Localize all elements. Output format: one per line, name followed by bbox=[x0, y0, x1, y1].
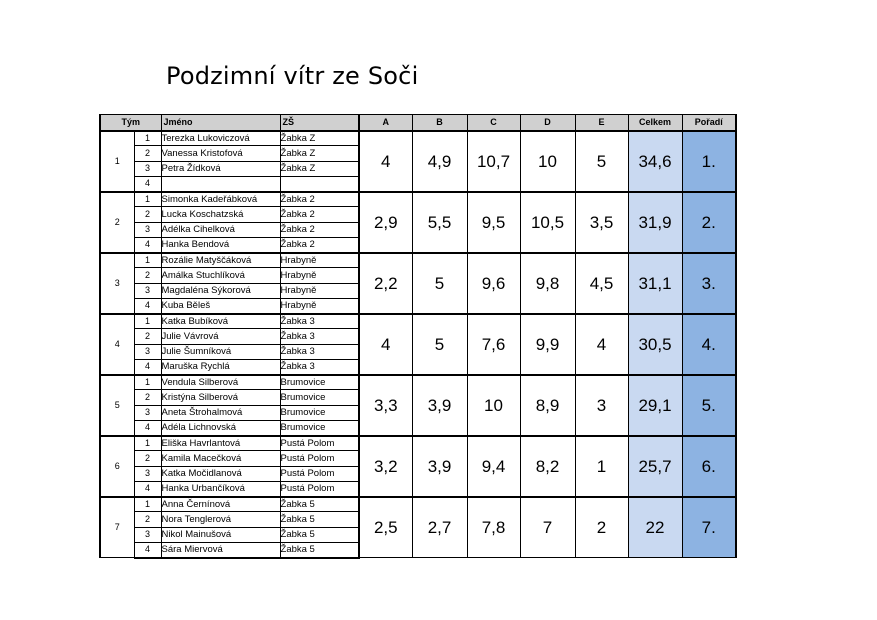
member-name: Magdaléna Sýkorová bbox=[161, 283, 280, 298]
member-school: Žabka 3 bbox=[280, 344, 359, 359]
score-a: 2,9 bbox=[359, 192, 412, 253]
header-b: B bbox=[412, 115, 467, 131]
score-b: 5 bbox=[412, 253, 467, 314]
member-index: 2 bbox=[134, 390, 161, 405]
team-rank: 1. bbox=[682, 131, 736, 192]
member-index: 2 bbox=[134, 451, 161, 466]
table-row bbox=[100, 314, 736, 329]
header-school: ZŠ bbox=[280, 115, 359, 131]
header-a: A bbox=[359, 115, 412, 131]
score-c: 7,6 bbox=[467, 314, 520, 375]
member-name: Rozálie Matyščáková bbox=[161, 253, 280, 268]
member-name: Vendula Silberová bbox=[161, 375, 280, 390]
score-a: 4 bbox=[359, 131, 412, 192]
member-name: Adéla Lichnovská bbox=[161, 420, 280, 435]
member-name: Petra Žídková bbox=[161, 161, 280, 176]
score-b: 4,9 bbox=[412, 131, 467, 192]
table-body bbox=[100, 131, 736, 558]
member-index: 3 bbox=[134, 405, 161, 420]
member-name: Vanessa Kristofová bbox=[161, 146, 280, 161]
table-row bbox=[100, 497, 736, 512]
score-a: 2,2 bbox=[359, 253, 412, 314]
team-rank: 6. bbox=[682, 436, 736, 497]
member-index: 4 bbox=[134, 359, 161, 374]
team-number: 3 bbox=[100, 253, 134, 314]
member-index: 1 bbox=[134, 314, 161, 329]
member-school: Pustá Polom bbox=[280, 436, 359, 451]
team-number: 1 bbox=[100, 131, 134, 192]
score-total: 31,1 bbox=[628, 253, 682, 314]
member-index: 1 bbox=[134, 253, 161, 268]
member-name: Sára Miervová bbox=[161, 542, 280, 557]
member-school: Pustá Polom bbox=[280, 481, 359, 496]
score-total: 34,6 bbox=[628, 131, 682, 192]
member-name: Nora Tenglerová bbox=[161, 512, 280, 527]
member-name: Maruška Rychlá bbox=[161, 359, 280, 374]
page-title: Podzimní vítr ze Soči bbox=[166, 62, 419, 90]
team-number: 5 bbox=[100, 375, 134, 436]
header-d: D bbox=[520, 115, 575, 131]
header-team: Tým bbox=[100, 115, 161, 131]
team-number: 2 bbox=[100, 192, 134, 253]
member-name: Eliška Havrlantová bbox=[161, 436, 280, 451]
member-school: Hrabyně bbox=[280, 298, 359, 313]
member-school: Žabka 2 bbox=[280, 237, 359, 252]
member-school: Brumovice bbox=[280, 390, 359, 405]
member-index: 2 bbox=[134, 329, 161, 344]
score-b: 3,9 bbox=[412, 436, 467, 497]
member-name: Terezka Lukoviczová bbox=[161, 131, 280, 146]
member-index: 2 bbox=[134, 207, 161, 222]
member-school: Žabka 3 bbox=[280, 359, 359, 374]
member-name: Lucka Koschatzská bbox=[161, 207, 280, 222]
member-school: Žabka 2 bbox=[280, 222, 359, 237]
score-total: 29,1 bbox=[628, 375, 682, 436]
header-total: Celkem bbox=[628, 115, 682, 131]
score-e: 3 bbox=[575, 375, 628, 436]
score-total: 25,7 bbox=[628, 436, 682, 497]
header-c: C bbox=[467, 115, 520, 131]
results-table bbox=[99, 114, 737, 559]
header-rank: Pořadí bbox=[682, 115, 736, 131]
score-b: 5,5 bbox=[412, 192, 467, 253]
score-d: 8,9 bbox=[520, 375, 575, 436]
member-index: 1 bbox=[134, 375, 161, 390]
member-school: Brumovice bbox=[280, 405, 359, 420]
member-name: Kuba Běleš bbox=[161, 298, 280, 313]
member-school: Pustá Polom bbox=[280, 466, 359, 481]
score-c: 10 bbox=[467, 375, 520, 436]
team-rank: 2. bbox=[682, 192, 736, 253]
header-e: E bbox=[575, 115, 628, 131]
member-index: 4 bbox=[134, 237, 161, 252]
team-rank: 5. bbox=[682, 375, 736, 436]
team-rank: 3. bbox=[682, 253, 736, 314]
member-school: Žabka 5 bbox=[280, 497, 359, 512]
score-d: 8,2 bbox=[520, 436, 575, 497]
member-name: Kamila Macečková bbox=[161, 451, 280, 466]
member-name: Julie Šumníková bbox=[161, 344, 280, 359]
member-name: Adélka Cihelková bbox=[161, 222, 280, 237]
member-index: 1 bbox=[134, 436, 161, 451]
table-row bbox=[100, 375, 736, 390]
member-school: Žabka 5 bbox=[280, 527, 359, 542]
member-index: 4 bbox=[134, 542, 161, 557]
member-index: 1 bbox=[134, 131, 161, 146]
score-c: 9,6 bbox=[467, 253, 520, 314]
member-school: Pustá Polom bbox=[280, 451, 359, 466]
member-school: Žabka 3 bbox=[280, 314, 359, 329]
score-total: 30,5 bbox=[628, 314, 682, 375]
member-index: 4 bbox=[134, 176, 161, 191]
score-d: 9,9 bbox=[520, 314, 575, 375]
member-school: Žabka Z bbox=[280, 161, 359, 176]
member-school: Hrabyně bbox=[280, 283, 359, 298]
member-index: 3 bbox=[134, 222, 161, 237]
score-a: 3,2 bbox=[359, 436, 412, 497]
score-a: 2,5 bbox=[359, 497, 412, 558]
score-total: 31,9 bbox=[628, 192, 682, 253]
score-e: 1 bbox=[575, 436, 628, 497]
score-a: 3,3 bbox=[359, 375, 412, 436]
team-number: 7 bbox=[100, 497, 134, 558]
member-index: 4 bbox=[134, 298, 161, 313]
member-index: 1 bbox=[134, 497, 161, 512]
score-e: 4 bbox=[575, 314, 628, 375]
member-index: 2 bbox=[134, 146, 161, 161]
member-index: 2 bbox=[134, 512, 161, 527]
score-e: 5 bbox=[575, 131, 628, 192]
member-school: Hrabyně bbox=[280, 253, 359, 268]
member-name: Hanka Bendová bbox=[161, 237, 280, 252]
member-school: Žabka 3 bbox=[280, 329, 359, 344]
member-name: Julie Vávrová bbox=[161, 329, 280, 344]
score-d: 7 bbox=[520, 497, 575, 558]
member-name: Kristýna Silberová bbox=[161, 390, 280, 405]
team-rank: 7. bbox=[682, 497, 736, 558]
member-school: Žabka 5 bbox=[280, 542, 359, 557]
table-row bbox=[100, 253, 736, 268]
score-e: 3,5 bbox=[575, 192, 628, 253]
team-rank: 4. bbox=[682, 314, 736, 375]
member-school: Žabka Z bbox=[280, 131, 359, 146]
table-row bbox=[100, 436, 736, 451]
member-name: Anna Černínová bbox=[161, 497, 280, 512]
score-b: 3,9 bbox=[412, 375, 467, 436]
member-index: 3 bbox=[134, 527, 161, 542]
score-d: 9,8 bbox=[520, 253, 575, 314]
member-school: Žabka 2 bbox=[280, 207, 359, 222]
score-d: 10,5 bbox=[520, 192, 575, 253]
member-school: Žabka Z bbox=[280, 146, 359, 161]
member-name: Hanka Urbančíková bbox=[161, 481, 280, 496]
member-index: 3 bbox=[134, 466, 161, 481]
member-name: Aneta Štrohalmová bbox=[161, 405, 280, 420]
team-number: 6 bbox=[100, 436, 134, 497]
score-c: 7,8 bbox=[467, 497, 520, 558]
member-name: Amálka Stuchlíková bbox=[161, 268, 280, 283]
table-row bbox=[100, 192, 736, 207]
member-index: 4 bbox=[134, 420, 161, 435]
member-school: Žabka 2 bbox=[280, 192, 359, 207]
score-e: 2 bbox=[575, 497, 628, 558]
score-a: 4 bbox=[359, 314, 412, 375]
score-c: 9,5 bbox=[467, 192, 520, 253]
member-name: Simonka Kadeřábková bbox=[161, 192, 280, 207]
member-school bbox=[280, 176, 359, 191]
member-school: Brumovice bbox=[280, 420, 359, 435]
score-b: 2,7 bbox=[412, 497, 467, 558]
score-d: 10 bbox=[520, 131, 575, 192]
member-index: 3 bbox=[134, 161, 161, 176]
member-name: Katka Bubíková bbox=[161, 314, 280, 329]
table-row bbox=[100, 131, 736, 146]
score-e: 4,5 bbox=[575, 253, 628, 314]
score-c: 10,7 bbox=[467, 131, 520, 192]
team-number: 4 bbox=[100, 314, 134, 375]
member-index: 1 bbox=[134, 192, 161, 207]
member-school: Žabka 5 bbox=[280, 512, 359, 527]
member-school: Hrabyně bbox=[280, 268, 359, 283]
header-name: Jméno bbox=[161, 115, 280, 131]
header-row bbox=[100, 115, 736, 131]
score-b: 5 bbox=[412, 314, 467, 375]
member-name: Katka Močidlanová bbox=[161, 466, 280, 481]
member-index: 3 bbox=[134, 344, 161, 359]
member-index: 3 bbox=[134, 283, 161, 298]
member-name: Nikol Mainušová bbox=[161, 527, 280, 542]
member-index: 4 bbox=[134, 481, 161, 496]
score-c: 9,4 bbox=[467, 436, 520, 497]
member-index: 2 bbox=[134, 268, 161, 283]
member-name bbox=[161, 176, 280, 191]
score-total: 22 bbox=[628, 497, 682, 558]
member-school: Brumovice bbox=[280, 375, 359, 390]
